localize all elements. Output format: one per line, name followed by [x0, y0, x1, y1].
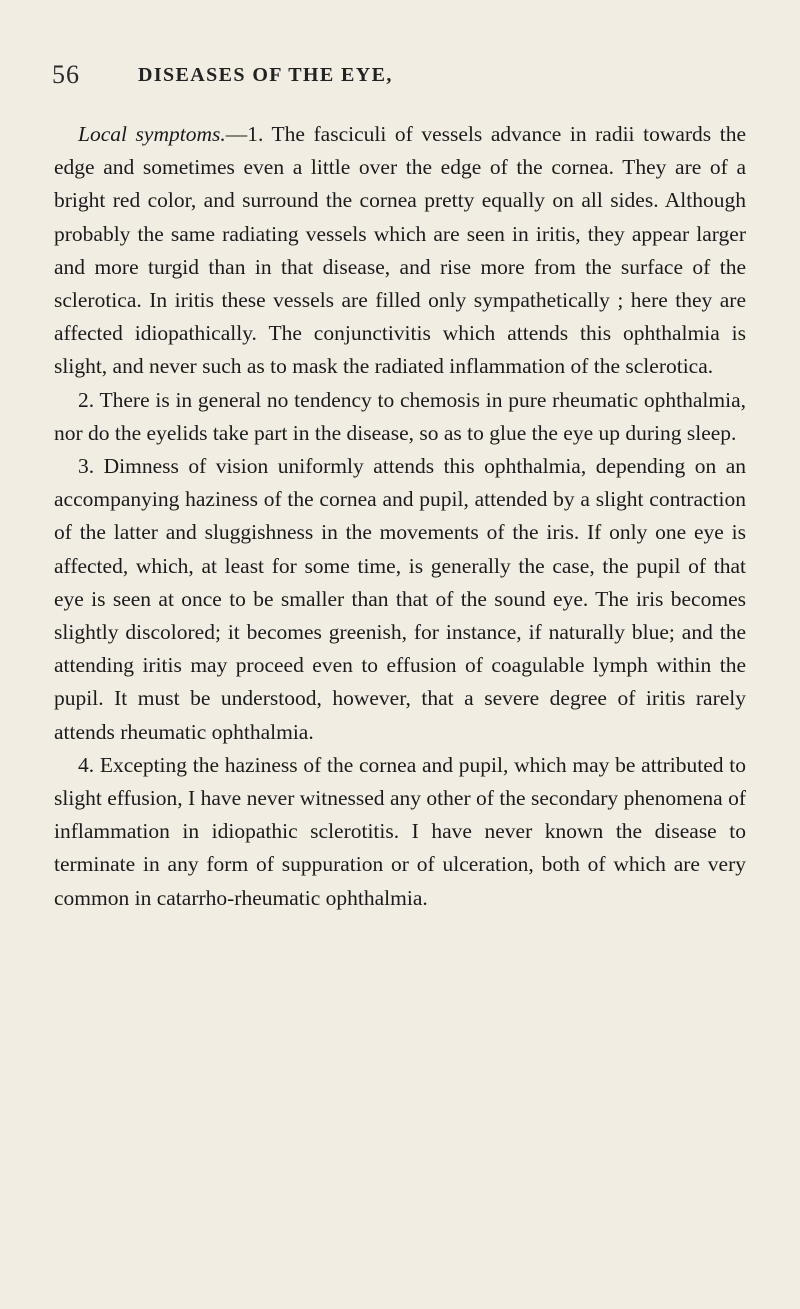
paragraph-1-text: —1. The fasciculi of vessels advance in radii towards the edge and sometimes even a little over the edge of the cornea. They are of a bright red color, and surround the cornea pretty equally on all sides. Although probably the same radiating vessels which are seen in iritis, they appear larger and more turgid than in that disease, and rise more from the surface of the sclerotica. In iritis these vessels are filled only sympathetically ; here they are affected idiopathically. The conjunctivitis which attends this ophthalmia is slight, and never such as to mask the radiated inflammation of the sclerotica.: [54, 122, 746, 379]
section-heading: Local symptoms.: [78, 122, 226, 146]
page-header: [52, 60, 752, 100]
paragraph-2: 2. There is in general no tendency to chemosis in pure rheumatic ophthalmia, nor do the eyelids take part in the disease, so as to glue the eye up during sleep.: [54, 387, 746, 445]
paragraph-3: 3. Dimness of vision uniformly attends this ophthalmia, depending on an accompanying haziness of the cornea and pupil, attended by a slight contraction of the latter and sluggishness in the movements of the iris. If only one eye is affected, which, at least for some time, is generally the case, the pupil of that eye is seen at once to be smaller than that of the sound eye. The iris becomes slightly discolored; it becomes greenish, for instance, if naturally blue; and the attending iritis may proceed even to effusion of coagulable lymph within the pupil. It must be understood, however, that a severe degree of iritis rarely attends rheumatic ophthalmia.: [54, 454, 746, 744]
paragraph-4: 4. Excepting the haziness of the cornea and pupil, which may be attributed to slight effusion, I have never witnessed any other of the secondary phenomena of inflammation in idiopathic sclerotitis. I have never known the disease to terminate in any form of suppuration or of ulceration, both of which are very common in catarrho-rheumatic ophthalmia.: [54, 752, 746, 910]
body-text: [54, 118, 746, 915]
page-number: 56: [52, 60, 80, 89]
running-title: DISEASES OF THE EYE,: [138, 64, 393, 86]
paragraph-1: [54, 118, 746, 384]
